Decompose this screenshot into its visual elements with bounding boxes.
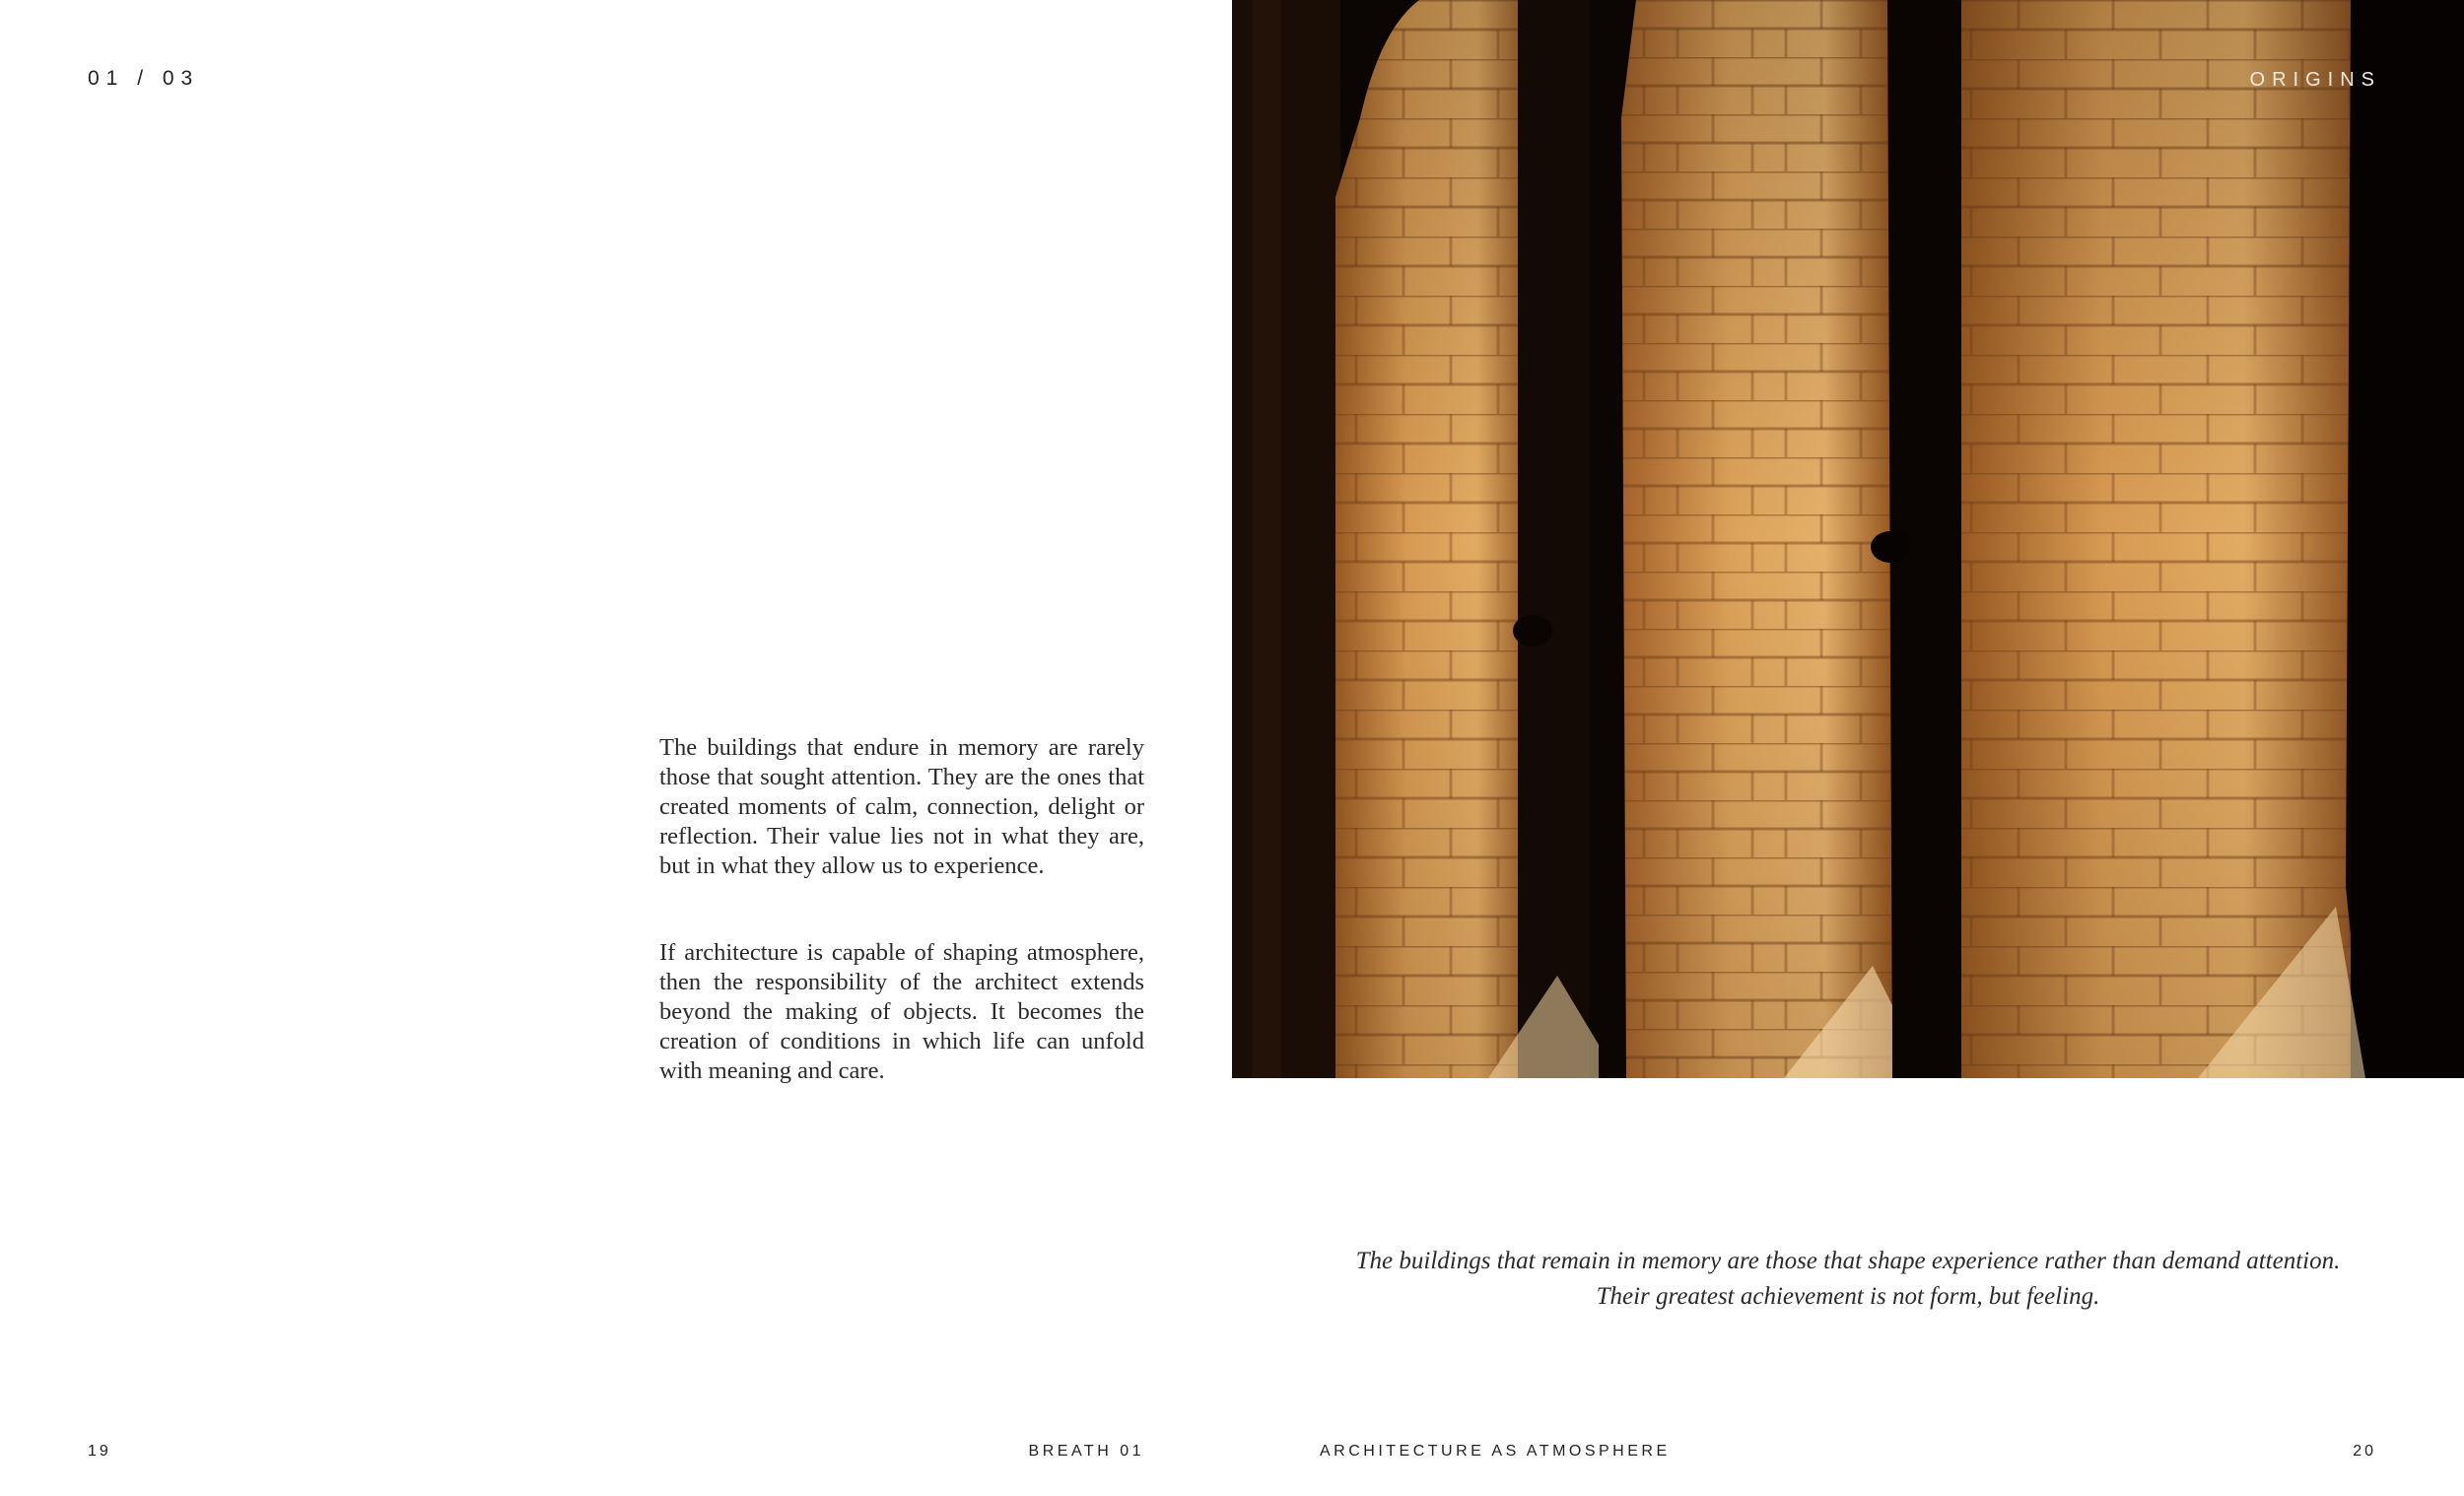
footer-issue-label: BREATH 01 xyxy=(1028,1443,1144,1460)
pull-quote xyxy=(1291,1244,2405,1315)
footer-running-title: ARCHITECTURE AS ATMOSPHERE xyxy=(1320,1443,1671,1460)
pull-quote-line-1: The buildings that remain in memory are those that shape experience rather than demand attention. xyxy=(1355,1248,2341,1274)
cloister-columns-photo xyxy=(1232,0,2464,1078)
pull-quote-line-2: Their greatest achievement is not form, but feeling. xyxy=(1596,1283,2100,1310)
page-number-right: 20 xyxy=(2353,1443,2376,1460)
section-title: ORIGINS xyxy=(2249,69,2381,91)
body-paragraph-1: The buildings that endure in memory are rarely those that sought attention. They are the ones that created moments of calm, connection, delight or reflection. Their value lies not in what they are, but in what they allow us to experience. xyxy=(659,734,1144,879)
right-page xyxy=(1232,0,2464,1496)
section-counter: 01 / 03 xyxy=(88,67,200,90)
page-number-left: 19 xyxy=(88,1443,111,1460)
body-paragraph-2: If architecture is capable of shaping atmosphere, then the responsibility of the architect extends beyond the making of objects. It becomes the creation of conditions in which life can unfold with meaning and care. xyxy=(659,939,1144,1084)
